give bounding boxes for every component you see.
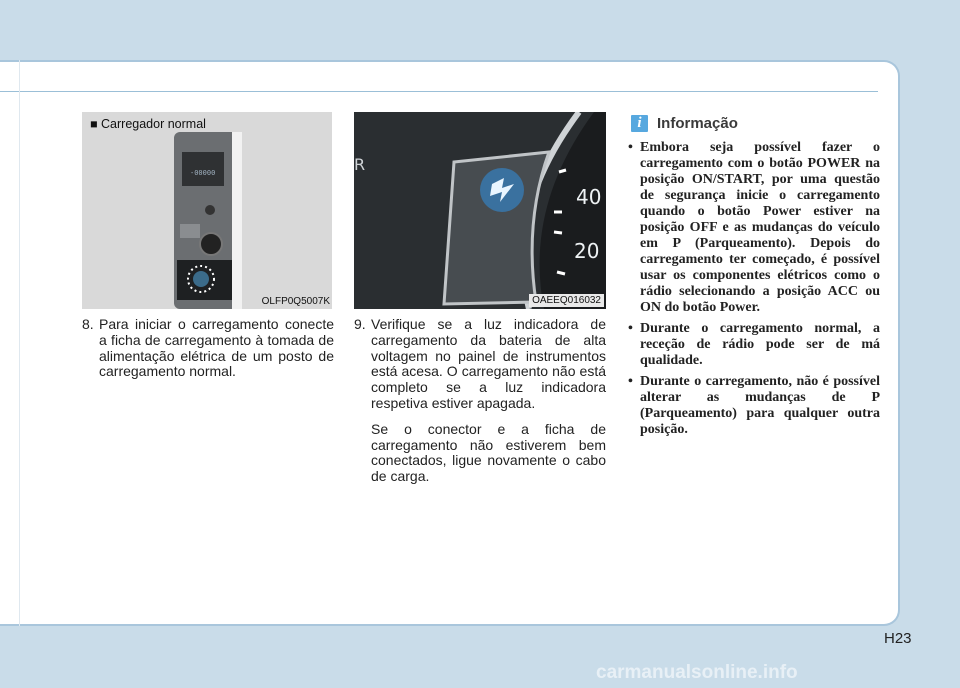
figure-caption: ■ Carregador normal bbox=[90, 117, 206, 131]
dial-tick bbox=[557, 272, 565, 274]
cluster-illustration bbox=[354, 112, 606, 309]
step-text: Verifique se a luz indicadora de carregamento da bateria de alta voltagem no painel de instrumentos está acesa. O carregamento não está completo se a luz indicadora respetiva estiver apagada. bbox=[371, 316, 606, 411]
charger-indicator-light bbox=[205, 205, 215, 215]
figure-code: OAEEQ016032 bbox=[529, 294, 604, 307]
charger-figure bbox=[82, 112, 332, 309]
info-list bbox=[626, 140, 880, 438]
info-icon: i bbox=[631, 115, 648, 132]
figure-code: OLFP0Q5007K bbox=[261, 296, 330, 307]
cluster-figure bbox=[354, 112, 606, 309]
gear-letter: R bbox=[354, 155, 366, 174]
charger-key-switch bbox=[200, 233, 222, 255]
step-8 bbox=[82, 317, 334, 380]
charger-label-plate bbox=[180, 224, 200, 238]
info-bullet: • Embora seja possível fazer o carregamento com o botão POWER na posição ON/START, por uma questão de segurança inicie o carregamento quando o botão Power estiver na posição OFF e as mudanças do veículo em P (Parqueamento). Depois do carregamento ter começado, é possível usar os componentes elétricos como o rádio selecionando a posição ACC ou ON do botão Power. bbox=[626, 140, 880, 316]
step-text: Para iniciar o carregamento conecte a ficha de carregamento à tomada de alimentação elétrica de um posto de carregamento normal. bbox=[99, 316, 334, 380]
step-number: 9. bbox=[354, 316, 366, 332]
page-number: H23 bbox=[884, 630, 912, 647]
info-box bbox=[626, 112, 880, 443]
info-header bbox=[626, 112, 880, 134]
margin-rule bbox=[19, 60, 20, 626]
watermark: carmanualsonline.info bbox=[596, 662, 798, 683]
dial-tick bbox=[559, 170, 566, 172]
step-9 bbox=[354, 317, 606, 485]
info-bullet: • Durante o carregamento normal, a receção de rádio pode ser de má qualidade. bbox=[626, 321, 880, 369]
step-number: 8. bbox=[82, 316, 94, 332]
dial-tick bbox=[554, 232, 562, 233]
info-bullet: • Durante o carregamento, não é possível alterar as mudanças de P (Parqueamento) para qualquer outra posição. bbox=[626, 374, 880, 438]
charger-illustration bbox=[82, 112, 332, 309]
step-continuation: Se o conector e a ficha de carregamento não estiverem bem conectados, ligue novamente o cabo de carga. bbox=[371, 420, 606, 485]
gauge-label-40: 40 bbox=[576, 185, 602, 209]
header-rule bbox=[0, 91, 878, 92]
charging-socket bbox=[193, 271, 209, 287]
charger-side bbox=[232, 132, 242, 309]
gauge-label-20: 20 bbox=[574, 239, 600, 263]
info-title: Informação bbox=[657, 114, 738, 132]
charger-meter-text: ‑00000 bbox=[190, 169, 216, 177]
